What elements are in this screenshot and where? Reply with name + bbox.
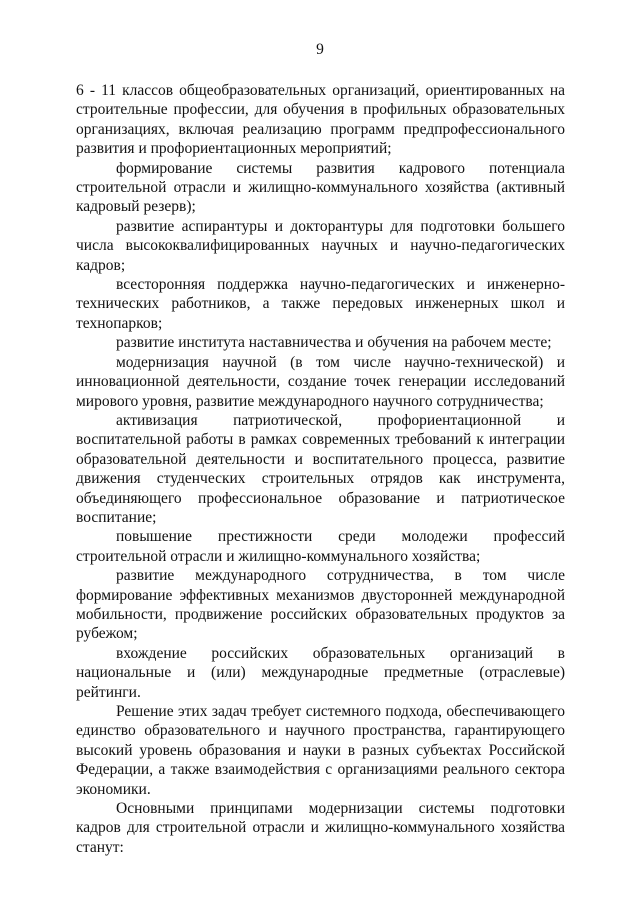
list-item-paragraph: развитие института наставничества и обучения на рабочем месте;: [116, 334, 552, 352]
list-item-paragraph: развитие аспирантуры и докторантуры для подготовки большего числа высококвалифицированных научных и научно-педагогических кадров;: [76, 217, 565, 274]
list-item-paragraph: повышение престижности среди молодежи профессий строительной отрасли и жилищно-коммунального хозяйства;: [76, 528, 565, 565]
body-paragraph: Решение этих задач требует системного подхода, обеспечивающего единство образовательного и научного пространства, гарантирующего высокий уровень образования и науки в разных субъектах Российской Федерации, а также взаимодействия с организациями реального сектора экономики.: [76, 703, 565, 798]
list-item-paragraph: формирование системы развития кадрового потенциала строительной отрасли и жилищно-коммунального хозяйства (активный кадровый резерв);: [76, 159, 565, 216]
list-item-paragraph: активизация патриотической, профориентационной и воспитательной работы в рамках современных требований к интеграции образовательной деятельности и воспитательного процесса, развитие движения студенческих строительных отрядов как инструмента, объединяющего профессиональное образование и патриотическое воспитание;: [76, 411, 565, 526]
paragraph-continuation: 6 - 11 классов общеобразовательных организаций, ориентированных на строительные профессии, для обучения в профильных образовательных организациях, включая реализацию программ предпрофессионального развития и профориентационных мероприятий;: [76, 82, 565, 158]
page-number: 9: [316, 41, 324, 58]
list-item-paragraph: вхождение российских образовательных организаций в национальные и (или) международные предметные (отраслевые) рейтинги.: [76, 644, 565, 701]
list-item-paragraph: всесторонняя поддержка научно-педагогических и инженерно-технических работников, а также передовых инженерных школ и технопарков;: [76, 276, 565, 332]
list-item-paragraph: развитие международного сотрудничества, в том числе формирование эффективных механизмов двусторонней международной мобильности, продвижение российских образовательных продуктов за рубежом;: [76, 567, 565, 643]
body-paragraph: Основными принципами модернизации системы подготовки кадров для строительной отрасли и жилищно-коммунального хозяйства станут:: [76, 800, 565, 856]
document-body: [76, 81, 565, 857]
list-item-paragraph: модернизация научной (в том числе научно-технической) и инновационной деятельности, создание точек генерации исследований мирового уровня, развитие международного научного сотрудничества;: [76, 353, 565, 410]
